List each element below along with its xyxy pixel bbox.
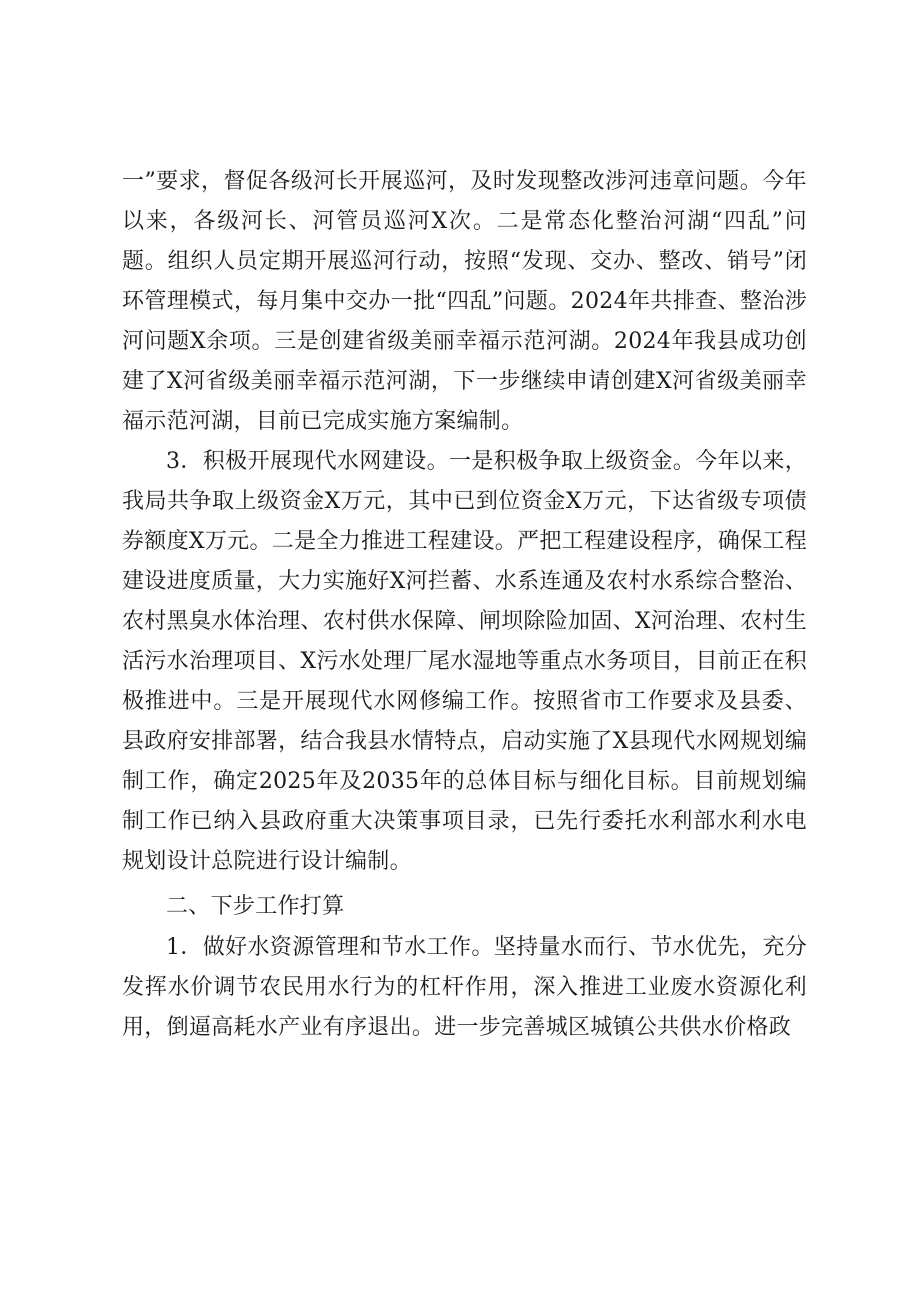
paragraph-item-1: 1．做好水资源管理和节水工作。坚持量水而行、节水优先，充分发挥水价调节农民用水行为的杠杆作用，深入推进工业废水资源化利用，倒逼高耗水产业有序退出。进一步完善城区城镇公共供水价格政 <box>122 935 807 1040</box>
document-body <box>122 162 807 1048</box>
paragraph-item-3: 3．积极开展现代水网建设。一是积极争取上级资金。今年以来，我局共争取上级资金X万元，其中已到位资金X万元，下达省级专项债券额度X万元。二是全力推进工程建设。严把工程建设程序，确保工程建设进度质量，大力实施好X河拦蓄、水系连通及农村水系综合整治、农村黑臭水体治理、农村供水保障、闸坝除险加固、X河治理、农村生活污水治理项目、X污水处理厂尾水湿地等重点水务项目，目前正在积极推进中。三是开展现代水网修编工作。按照省市工作要求及县委、县政府安排部署，结合我县水情特点，启动实施了X县现代水网规划编制工作，确定2025年及2035年的总体目标与细化目标。目前规划编制工作已纳入县政府重大决策事项目录，已先行委托水利部水利水电规划设计总院进行设计编制。 <box>122 449 807 874</box>
paragraph-continuation: 一”要求，督促各级河长开展巡河，及时发现整改涉河违章问题。今年以来，各级河长、河管员巡河X次。二是常态化整治河湖“四乱”问题。组织人员定期开展巡河行动，按照“发现、交办、整改、销号”闭环管理模式，每月集中交办一批“四乱”问题。2024年共排查、整治涉河问题X余项。三是创建省级美丽幸福示范河湖。2024年我县成功创建了X河省级美丽幸福示范河湖，下一步继续申请创建X河省级美丽幸福示范河湖，目前已完成实施方案编制。 <box>122 169 807 434</box>
section-heading: 二、下步工作打算 <box>166 894 345 919</box>
